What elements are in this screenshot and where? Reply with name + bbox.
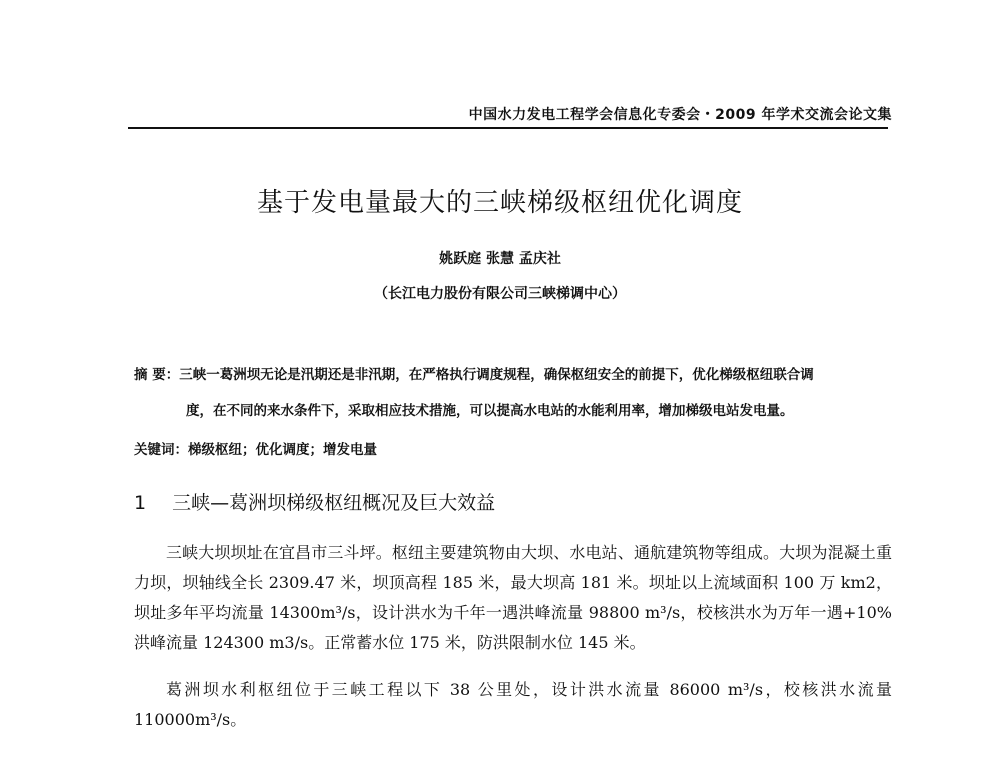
abstract-line-2: 度，在不同的来水条件下，采取相应技术措施，可以提高水电站的水能利用率，增加梯级电站发电量。 — [186, 403, 794, 419]
abstract — [134, 357, 890, 429]
running-head: 中国水力发电工程学会信息化专委会・2009 年学术交流会论文集 — [468, 107, 892, 123]
section-number: 1 — [134, 492, 147, 514]
keywords-label: 关键词： — [134, 442, 188, 458]
section-title: 三峡—葛洲坝梯级枢纽概况及巨大效益 — [172, 492, 496, 514]
paper-title: 基于发电量最大的三峡梯级枢纽优化调度 — [256, 188, 743, 218]
keywords-text: 梯级枢纽；优化调度；增发电量 — [188, 442, 377, 458]
abstract-label: 摘 要： — [134, 367, 180, 383]
authors: 姚跃庭 张慧 孟庆社 — [439, 251, 561, 267]
affiliation: （长江电力股份有限公司三峡梯调中心） — [374, 286, 626, 302]
body-paragraph-1: 三峡大坝坝址在宜昌市三斗坪。枢纽主要建筑物由大坝、水电站、通航建筑物等组成。大坝为混凝土重力坝，坝轴线全长 2309.47 米，坝顶高程 185 米，最大坝高 181 米。坝址以上流域面积 100 万 km2，坝址多年平均流量 14300m³/s，设计洪水为千年一遇洪峰流量 98800 m³/s，校核洪水为万年一遇+10%洪峰流量 124300 m3/s。正常蓄水位 175 米，防洪限制水位 145 米。 — [134, 543, 892, 652]
abstract-line-1: 三峡一葛洲坝无论是汛期还是非汛期，在严格执行调度规程，确保枢纽安全的前提下，优化梯级枢纽联合调 — [179, 367, 814, 383]
section-heading — [134, 488, 495, 515]
keywords — [134, 438, 377, 458]
body-paragraph-2: 葛洲坝水利枢纽位于三峡工程以下 38 公里处，设计洪水流量 86000 m³/s，校核洪水流量 110000m³/s。 — [134, 680, 892, 729]
header-rule — [128, 127, 888, 129]
